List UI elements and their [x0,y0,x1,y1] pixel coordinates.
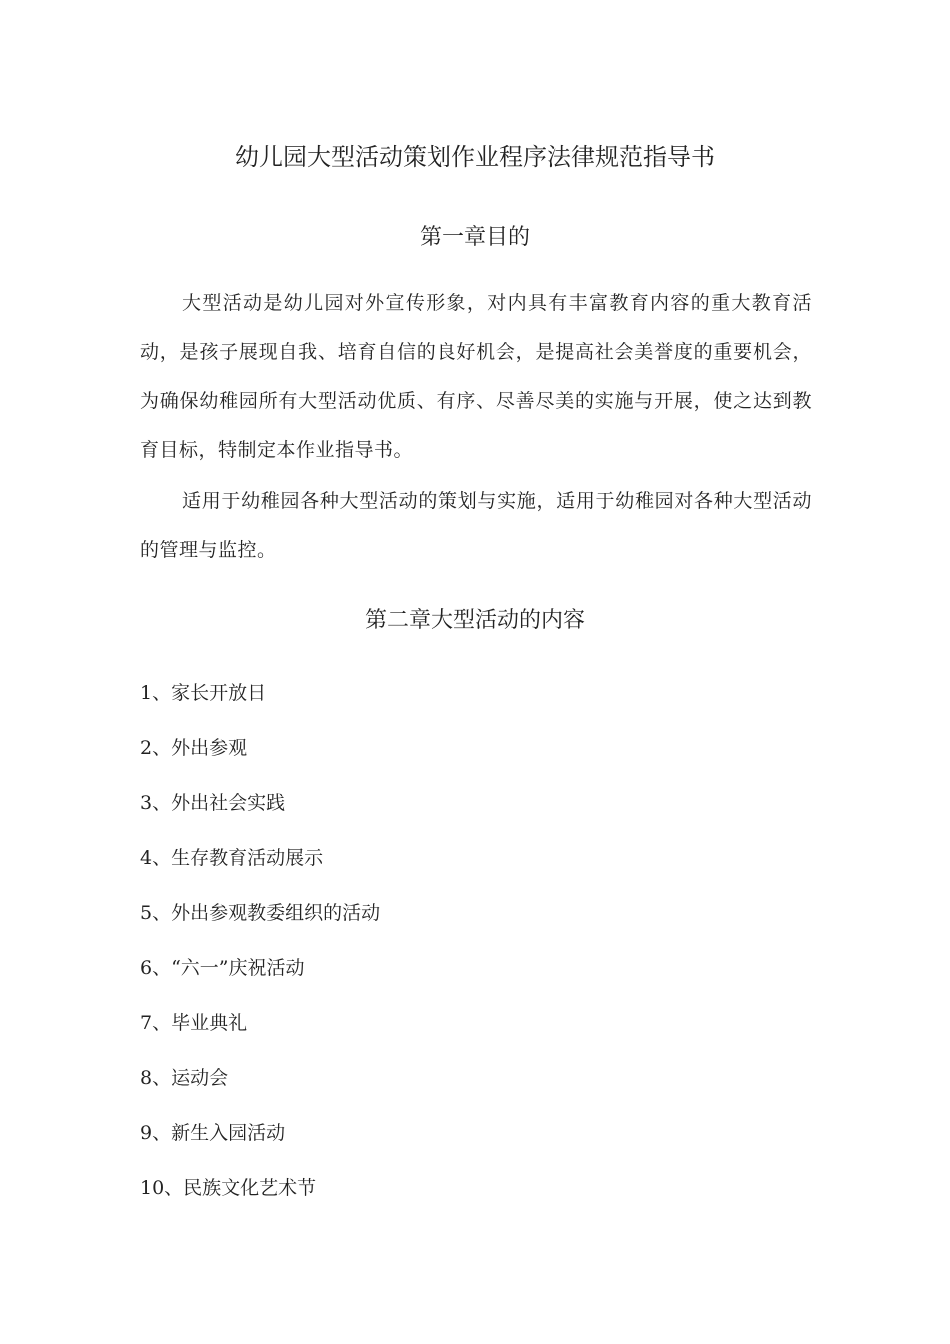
list-item: 6、“六一”庆祝活动 [140,957,305,979]
chapter-2-heading: 第二章大型活动的内容 [364,608,585,633]
list-item: 1、家长开放日 [140,682,267,704]
activity-list [140,670,380,1220]
list-item: 9、新生入园活动 [140,1122,286,1144]
chapter-1-paragraph-1: 大型活动是幼儿园对外宣传形象，对内具有丰富教育内容的重大教育活动，是孩子展现自我、培育自信的良好机会，是提高社会美誉度的重要机会，为确保幼稚园所有大型活动优质、有序、尽善尽美的实施与开展，使之达到教育目标，特制定本作业指导书。 [140,292,812,461]
list-item: 5、外出参观教委组织的活动 [140,902,381,924]
list-item: 3、外出社会实践 [140,792,286,814]
list-item: 10、民族文化艺术节 [140,1177,317,1199]
list-item: 4、生存教育活动展示 [140,847,324,869]
chapter-1-heading: 第一章目的 [419,225,530,250]
list-item: 2、外出参观 [140,737,248,759]
chapter-1-paragraph-2: 适用于幼稚园各种大型活动的策划与实施，适用于幼稚园对各种大型活动的管理与监控。 [140,490,812,561]
list-item: 7、毕业典礼 [140,1012,248,1034]
document-title: 幼儿园大型活动策划作业程序法律规范指导书 [235,143,715,171]
list-item: 8、运动会 [140,1067,229,1089]
